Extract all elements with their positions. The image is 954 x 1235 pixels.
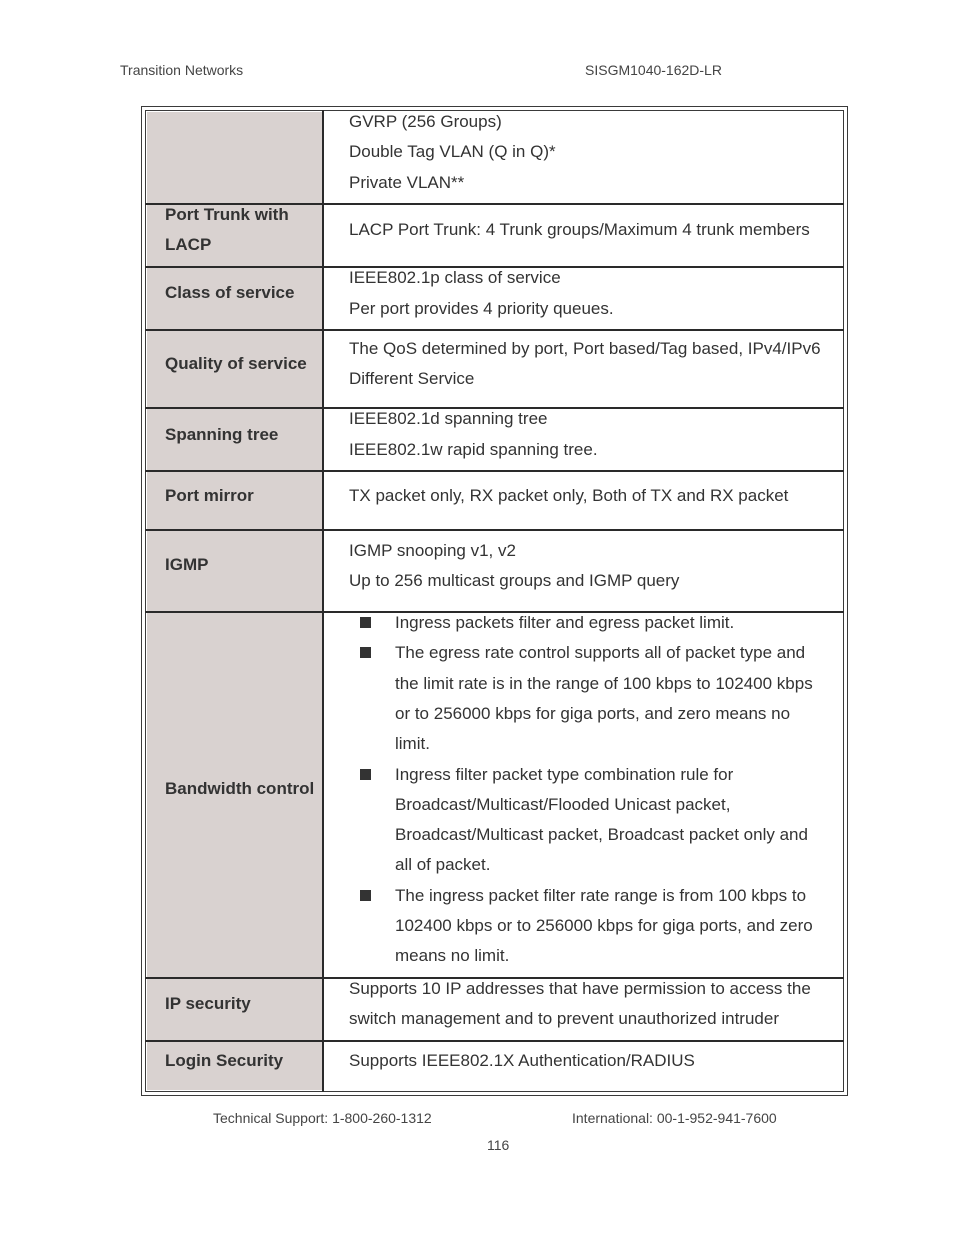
port-mirror-value: TX packet only, RX packet only, Both of TX and RX packet <box>349 486 789 505</box>
class-of-service-line: IEEE802.1p class of service <box>349 268 561 287</box>
row-divider <box>145 329 844 331</box>
label-cell-vlan <box>147 112 322 203</box>
row-divider <box>145 1040 844 1042</box>
port-trunk-value: LACP Port Trunk: 4 Trunk groups/Maximum 4 trunk members <box>349 220 810 239</box>
row-divider <box>145 529 844 531</box>
vlan-line: Double Tag VLAN (Q in Q)* <box>349 142 556 161</box>
quality-of-service-label: Quality of service <box>165 354 307 373</box>
quality-of-service-line: The QoS determined by port, Port based/Tag based, IPv4/IPv6 <box>349 339 821 358</box>
bandwidth-control-label: Bandwidth control <box>165 779 315 798</box>
bandwidth-bullet-line: The ingress packet filter rate range is from 100 kbps to <box>395 886 807 905</box>
ip-security-label: IP security <box>165 994 251 1013</box>
square-bullet-icon <box>360 617 371 628</box>
igmp-label: IGMP <box>165 555 209 574</box>
ip-security-line: Supports 10 IP addresses that have permission to access the <box>349 979 811 998</box>
bandwidth-bullet-line: or to 256000 kbps for giga ports, and zero means no <box>395 704 791 723</box>
igmp-line: IGMP snooping v1, v2 <box>349 541 516 560</box>
vlan-line: Private VLAN** <box>349 173 465 192</box>
login-security-label: Login Security <box>165 1051 284 1070</box>
bandwidth-bullet-line: Ingress packets filter and egress packet limit. <box>395 613 735 632</box>
class-of-service-label: Class of service <box>165 283 295 302</box>
row-divider <box>145 470 844 472</box>
spanning-tree-line: IEEE802.1w rapid spanning tree. <box>349 440 598 459</box>
square-bullet-icon <box>360 890 371 901</box>
bandwidth-bullet-line: means no limit. <box>395 946 510 965</box>
bandwidth-bullet-line: Broadcast/Multicast/Flooded Unicast packet, <box>395 795 731 814</box>
spanning-tree-line: IEEE802.1d spanning tree <box>349 409 548 428</box>
footer-technical-support: Technical Support: 1-800-260-1312 <box>213 1110 432 1126</box>
square-bullet-icon <box>360 769 371 780</box>
bandwidth-bullet-line: 102400 kbps or to 256000 kbps for giga ports, and zero <box>395 916 813 935</box>
quality-of-service-line: Different Service <box>349 369 475 388</box>
bandwidth-bullet-line: Broadcast/Multicast packet, Broadcast packet only and <box>395 825 808 844</box>
spanning-tree-label: Spanning tree <box>165 425 279 444</box>
bandwidth-bullet-line: Ingress filter packet type combination rule for <box>395 765 734 784</box>
vlan-line: GVRP (256 Groups) <box>349 112 502 131</box>
header-company: Transition Networks <box>120 62 244 78</box>
login-security-value: Supports IEEE802.1X Authentication/RADIUS <box>349 1051 695 1070</box>
igmp-line: Up to 256 multicast groups and IGMP query <box>349 571 680 590</box>
port-trunk-label: LACP <box>165 235 212 254</box>
bandwidth-bullet-line: limit. <box>395 734 430 753</box>
bandwidth-bullet-line: the limit rate is in the range of 100 kbps to 102400 kbps <box>395 674 813 693</box>
footer-international: International: 00-1-952-941-7600 <box>572 1110 777 1126</box>
page-number: 116 <box>487 1137 510 1153</box>
square-bullet-icon <box>360 647 371 658</box>
header-model: SISGM1040-162D-LR <box>585 62 722 78</box>
bandwidth-bullet-line: The egress rate control supports all of packet type and <box>395 643 806 662</box>
port-mirror-label: Port mirror <box>165 486 254 505</box>
class-of-service-line: Per port provides 4 priority queues. <box>349 299 614 318</box>
bandwidth-bullet-line: all of packet. <box>395 855 491 874</box>
ip-security-line: switch management and to prevent unauthorized intruder <box>349 1009 779 1028</box>
port-trunk-label: Port Trunk with <box>165 205 289 224</box>
